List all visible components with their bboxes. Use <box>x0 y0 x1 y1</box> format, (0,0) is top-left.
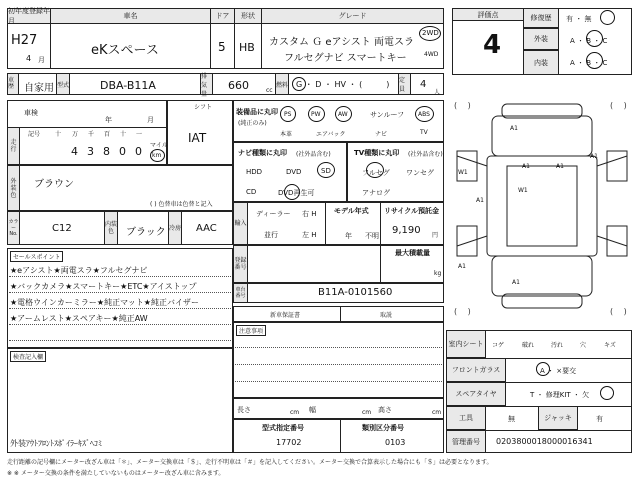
svg-text:W1: W1 <box>518 187 528 194</box>
reg-year-cell: H27 4 月 <box>7 23 51 69</box>
grade-line2: フルセグナビ スマートキー <box>284 53 407 64</box>
svg-text:( ): ( ) <box>610 101 627 110</box>
mileage-digit: 0 <box>135 145 142 158</box>
ext-color: ブラウン <box>34 179 74 190</box>
grade-cell: カスタム Ｇ eアシスト 両電スラ フルセグナビ スマートキー 2WD 4WD <box>261 23 444 69</box>
jack: 有 <box>596 415 603 423</box>
model-code: DBA-B11A <box>100 79 156 92</box>
reg-year-header: 初年度登録年月 <box>8 7 50 25</box>
grade-line1: カスタム Ｇ eアシスト 両電スラ <box>269 37 414 48</box>
ac-type: AAC <box>196 223 217 234</box>
mileage-digit: 0 <box>119 145 126 158</box>
mileage-digit: 8 <box>103 145 110 158</box>
interior-circle <box>586 52 603 69</box>
svg-text:A1: A1 <box>590 153 598 160</box>
interior-options: A ・ B ・ C <box>570 59 608 67</box>
shape: HB <box>239 41 255 54</box>
glass-options: A ・ ×要交 <box>540 367 577 375</box>
exterior-options: A ・ B ・ C <box>570 37 608 45</box>
shift: IAT <box>188 131 207 145</box>
management-number: 0203800018000016341 <box>496 437 593 446</box>
class-number: 0103 <box>385 438 406 447</box>
mileage-digit: 4 <box>71 145 78 158</box>
reg-month: 4 <box>26 54 32 63</box>
shape-header: 形状 <box>234 8 262 24</box>
recycle-fee: 9,190 <box>392 225 421 236</box>
shape-cell <box>234 23 262 69</box>
inspect-note: 外装ｱｳﾄﾌﾛﾝﾄｽﾎﾟｲﾗｰｷｽﾞﾍｺﾐ <box>10 439 102 448</box>
repair-options: 有 ・ 無 <box>566 15 592 23</box>
dimensions-box <box>233 398 444 419</box>
car-damage-diagram <box>452 96 632 318</box>
int-color: ブラック <box>126 227 166 238</box>
svg-text:W1: W1 <box>458 169 468 176</box>
car-name-cell <box>50 23 211 69</box>
car-name-header: 車名 <box>50 8 211 24</box>
score-value: 4 <box>483 30 502 60</box>
type-number: 17702 <box>276 438 302 447</box>
selling-line: ★アームレスト★スペアキー★純正AW <box>10 314 148 323</box>
use-type: 自家用 <box>24 83 54 94</box>
chassis-number: B11A-0101560 <box>318 287 393 298</box>
svg-text:A1: A1 <box>556 163 564 170</box>
door-header: ドア <box>210 8 235 24</box>
footer-note: ※ ※ メーター交換の条件を満たしていないものはメーター改ざん車に含みます。 <box>7 470 225 477</box>
selling-line: ★eアシスト★両電スラ★フルセグナビ <box>10 266 148 275</box>
tools: 無 <box>508 415 515 423</box>
displacement: 660 <box>228 79 249 92</box>
doors: 5 <box>218 40 226 54</box>
svg-text:A1: A1 <box>510 125 518 132</box>
fuel-options: G ・ D ・ HV ・ ( ) <box>296 80 390 89</box>
reg-year: H27 <box>11 33 38 48</box>
svg-text:A1: A1 <box>458 263 466 270</box>
exterior-circle <box>586 30 603 47</box>
selling-line: ★電格ウインカーミラー★純正マット★純正バイザー <box>10 298 199 307</box>
grade-header: グレード <box>261 8 444 24</box>
svg-text:A1: A1 <box>476 197 484 204</box>
spare-options: T ・ 修理KIT ・ 欠 <box>530 391 590 399</box>
footer-note: 走行距離の記号欄にメーター改ざん車は「＊」、メーター交換車は「＄」、走行不明車は「＃」を記入してください。メーター交換で合算表示した場合にも「＄」は必要となります。 <box>7 459 493 466</box>
color-code: C12 <box>52 223 72 234</box>
svg-text:( ): ( ) <box>454 307 471 316</box>
svg-text:( ): ( ) <box>454 101 471 110</box>
warranty-box <box>233 306 444 322</box>
capacity: 4 <box>420 79 427 90</box>
repair-circle <box>600 10 615 25</box>
doors-cell <box>210 23 235 69</box>
selling-line: ★バックカメラ★スマートキー★ETC★アイストップ <box>10 282 197 291</box>
svg-text:A1: A1 <box>522 163 530 170</box>
svg-text:( ): ( ) <box>610 307 627 316</box>
car-name: eKスペース <box>91 43 159 58</box>
mileage-digit: 3 <box>87 145 94 158</box>
svg-text:A1: A1 <box>512 279 520 286</box>
